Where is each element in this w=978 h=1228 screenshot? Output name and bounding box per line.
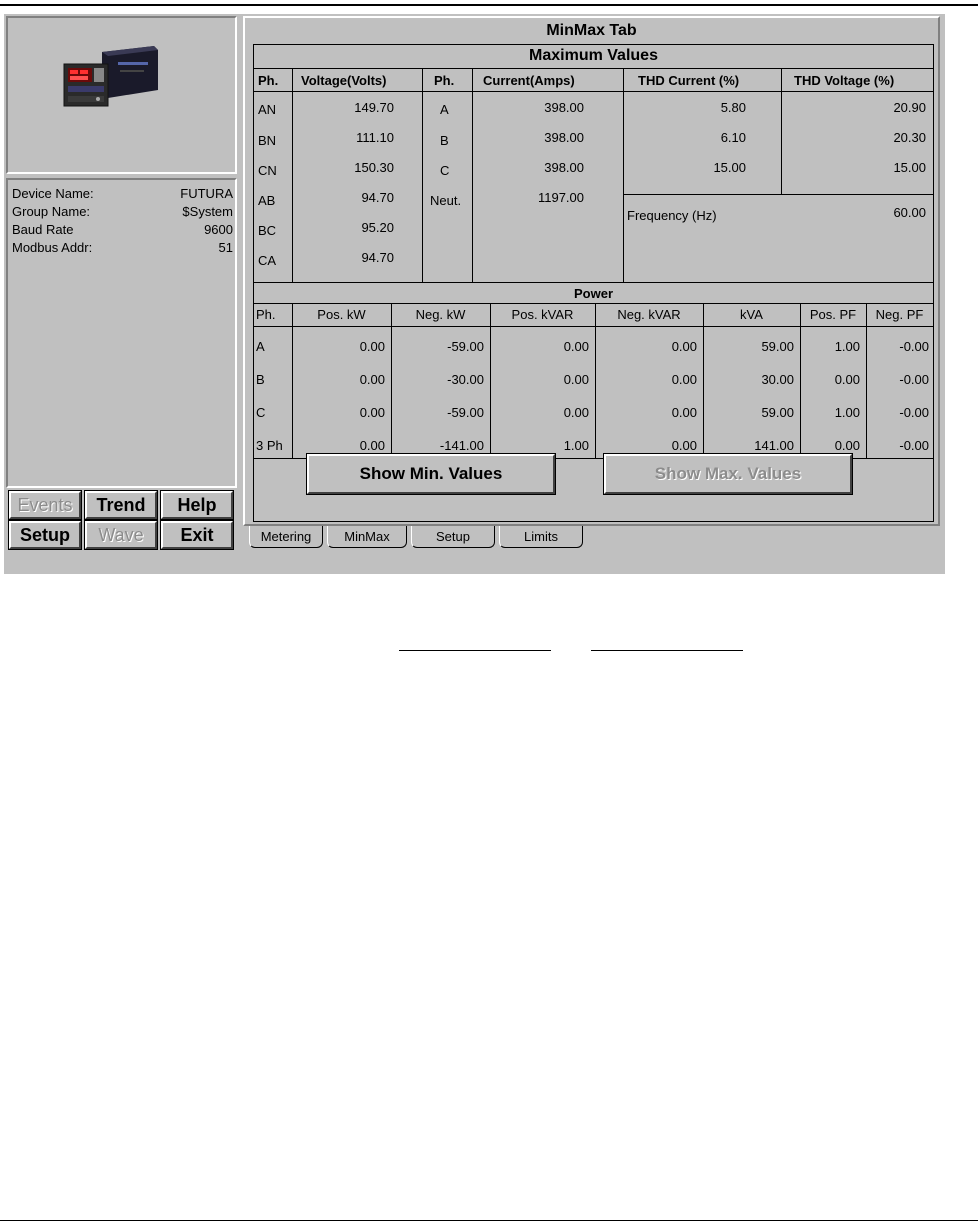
power-col-pos-kvar: Pos. kVAR: [511, 307, 574, 322]
voltage-ph-bc: BC: [258, 223, 277, 238]
frequency-value: 60.00: [893, 205, 926, 220]
power-cell-neg-kw: -59.00: [447, 339, 484, 354]
current-ph-b: B: [440, 133, 449, 148]
power-cell-neg-pf: -0.00: [899, 438, 929, 453]
modbus-addr-value: 51: [218, 240, 233, 255]
thd-current-a: 5.80: [720, 100, 746, 115]
voltage-value-bn: 111.10: [356, 130, 394, 145]
thd-voltage-b: 20.30: [893, 130, 926, 145]
power-cell-pos-kvar: 0.00: [563, 339, 589, 354]
power-cell-pos-pf: 0.00: [834, 438, 860, 453]
device-image-panel: [6, 16, 237, 174]
baud-rate-value: 9600: [204, 222, 233, 237]
col-header-voltage: Voltage(Volts): [301, 73, 387, 88]
power-cell-pos-kw: 0.00: [359, 339, 385, 354]
device-name-value: FUTURA: [180, 186, 233, 201]
show-min-values-button[interactable]: Show Min. Values: [307, 454, 555, 494]
tab-limits[interactable]: Limits: [499, 526, 583, 548]
power-cell-pos-kw: 0.00: [359, 405, 385, 420]
tab-strip: [243, 526, 643, 552]
blank-underline-1: [399, 650, 551, 651]
voltage-value-ca: 94.70: [361, 250, 394, 265]
power-cell-pos-pf: 0.00: [834, 372, 860, 387]
power-cell-neg-kvar: 0.00: [671, 405, 697, 420]
current-value-b: 398.00: [544, 130, 584, 145]
power-col-neg-kw: Neg. kW: [415, 307, 466, 322]
power-cell-pos-kw: 0.00: [359, 372, 385, 387]
voltage-ph-cn: CN: [258, 163, 277, 178]
minmax-tab-panel: [243, 16, 940, 526]
power-cell-pos-kvar: 0.00: [563, 372, 589, 387]
power-col-ph: Ph.: [256, 307, 276, 322]
exit-button[interactable]: Exit: [161, 521, 233, 549]
current-ph-c: C: [440, 163, 450, 178]
power-cell-ph: B: [256, 372, 265, 387]
application-window: [4, 14, 945, 574]
setup-button[interactable]: Setup: [9, 521, 81, 549]
power-cell-neg-pf: -0.00: [899, 339, 929, 354]
thd-voltage-a: 20.90: [893, 100, 926, 115]
current-ph-neut: Neut.: [430, 193, 462, 208]
power-heading: Power: [573, 286, 613, 301]
voltage-ph-ab: AB: [258, 193, 276, 208]
col-header-thd-current: THD Current (%): [638, 73, 740, 88]
blank-underline-2: [591, 650, 743, 651]
trend-button[interactable]: Trend: [85, 491, 157, 519]
power-cell-ph: 3 Ph: [256, 438, 283, 453]
power-cell-pos-pf: 1.00: [834, 339, 860, 354]
power-cell-neg-kw: -59.00: [447, 405, 484, 420]
power-cell-neg-pf: -0.00: [899, 372, 929, 387]
thd-voltage-c: 15.00: [893, 160, 926, 175]
group-name-label: Group Name:: [12, 204, 91, 219]
power-cell-neg-kvar: 0.00: [671, 372, 697, 387]
power-cell-ph: C: [256, 405, 266, 420]
modbus-addr-row: [12, 240, 233, 258]
power-cell-kva: 59.00: [761, 405, 794, 420]
maximum-values-heading: Maximum Values: [529, 47, 658, 64]
voltage-ph-bn: BN: [258, 133, 277, 148]
events-button[interactable]: Events: [9, 491, 81, 519]
group-name-value: $System: [182, 204, 233, 219]
help-button[interactable]: Help: [161, 491, 233, 519]
power-cell-ph: A: [256, 339, 265, 354]
power-cell-kva: 141.00: [754, 438, 794, 453]
device-name-label: Device Name:: [12, 186, 94, 201]
col-header-ph-current: Ph.: [434, 73, 455, 88]
power-col-neg-kvar: Neg. kVAR: [617, 307, 681, 322]
power-col-kva: kVA: [740, 307, 763, 322]
modbus-addr-label: Modbus Addr:: [12, 240, 93, 255]
device-info-panel: [6, 178, 237, 488]
group-name-row: [12, 204, 233, 222]
power-cell-neg-kvar: 0.00: [671, 438, 697, 453]
current-value-c: 398.00: [544, 160, 584, 175]
tab-setup[interactable]: Setup: [411, 526, 495, 548]
power-cell-neg-pf: -0.00: [899, 405, 929, 420]
current-ph-a: A: [440, 102, 449, 117]
thd-current-c: 15.00: [713, 160, 746, 175]
power-col-pos-kw: Pos. kW: [317, 307, 366, 322]
voltage-value-an: 149.70: [354, 100, 394, 115]
tab-metering[interactable]: Metering: [249, 526, 323, 548]
page-title: MinMax Tab: [546, 22, 637, 39]
col-header-thd-voltage: THD Voltage (%): [794, 73, 895, 88]
thd-current-b: 6.10: [720, 130, 746, 145]
voltage-value-bc: 95.20: [361, 220, 394, 235]
device-name-row: [12, 186, 233, 204]
values-grid: [253, 44, 934, 522]
power-col-neg-pf: Neg. PF: [875, 307, 924, 322]
voltage-ph-ca: CA: [258, 253, 277, 268]
power-cell-kva: 30.00: [761, 372, 794, 387]
frequency-label: Frequency (Hz): [627, 208, 717, 223]
current-value-neut: 1197.00: [537, 190, 584, 205]
voltage-value-ab: 94.70: [361, 190, 394, 205]
page-top-rule: [0, 4, 978, 6]
wave-button[interactable]: Wave: [85, 521, 157, 549]
current-value-a: 398.00: [544, 100, 584, 115]
power-col-pos-pf: Pos. PF: [809, 307, 857, 322]
power-cell-neg-kvar: 0.00: [671, 339, 697, 354]
tab-minmax[interactable]: MinMax: [327, 526, 407, 548]
show-max-values-button[interactable]: Show Max. Values: [604, 454, 852, 494]
voltage-ph-an: AN: [258, 102, 277, 117]
baud-rate-label: Baud Rate: [12, 222, 74, 237]
power-cell-neg-kw: -141.00: [439, 438, 484, 453]
power-cell-kva: 59.00: [761, 339, 794, 354]
power-cell-pos-pf: 1.00: [834, 405, 860, 420]
global-button-panel: [8, 490, 234, 550]
col-header-ph: Ph.: [258, 73, 279, 88]
power-cell-pos-kvar: 1.00: [563, 438, 589, 453]
power-cell-neg-kw: -30.00: [447, 372, 484, 387]
page-bottom-rule: [0, 1220, 978, 1221]
power-cell-pos-kw: 0.00: [359, 438, 385, 453]
col-header-current: Current(Amps): [483, 73, 575, 88]
power-cell-pos-kvar: 0.00: [563, 405, 589, 420]
voltage-value-cn: 150.30: [354, 160, 394, 175]
device-image: [8, 18, 235, 172]
baud-rate-row: [12, 222, 233, 240]
